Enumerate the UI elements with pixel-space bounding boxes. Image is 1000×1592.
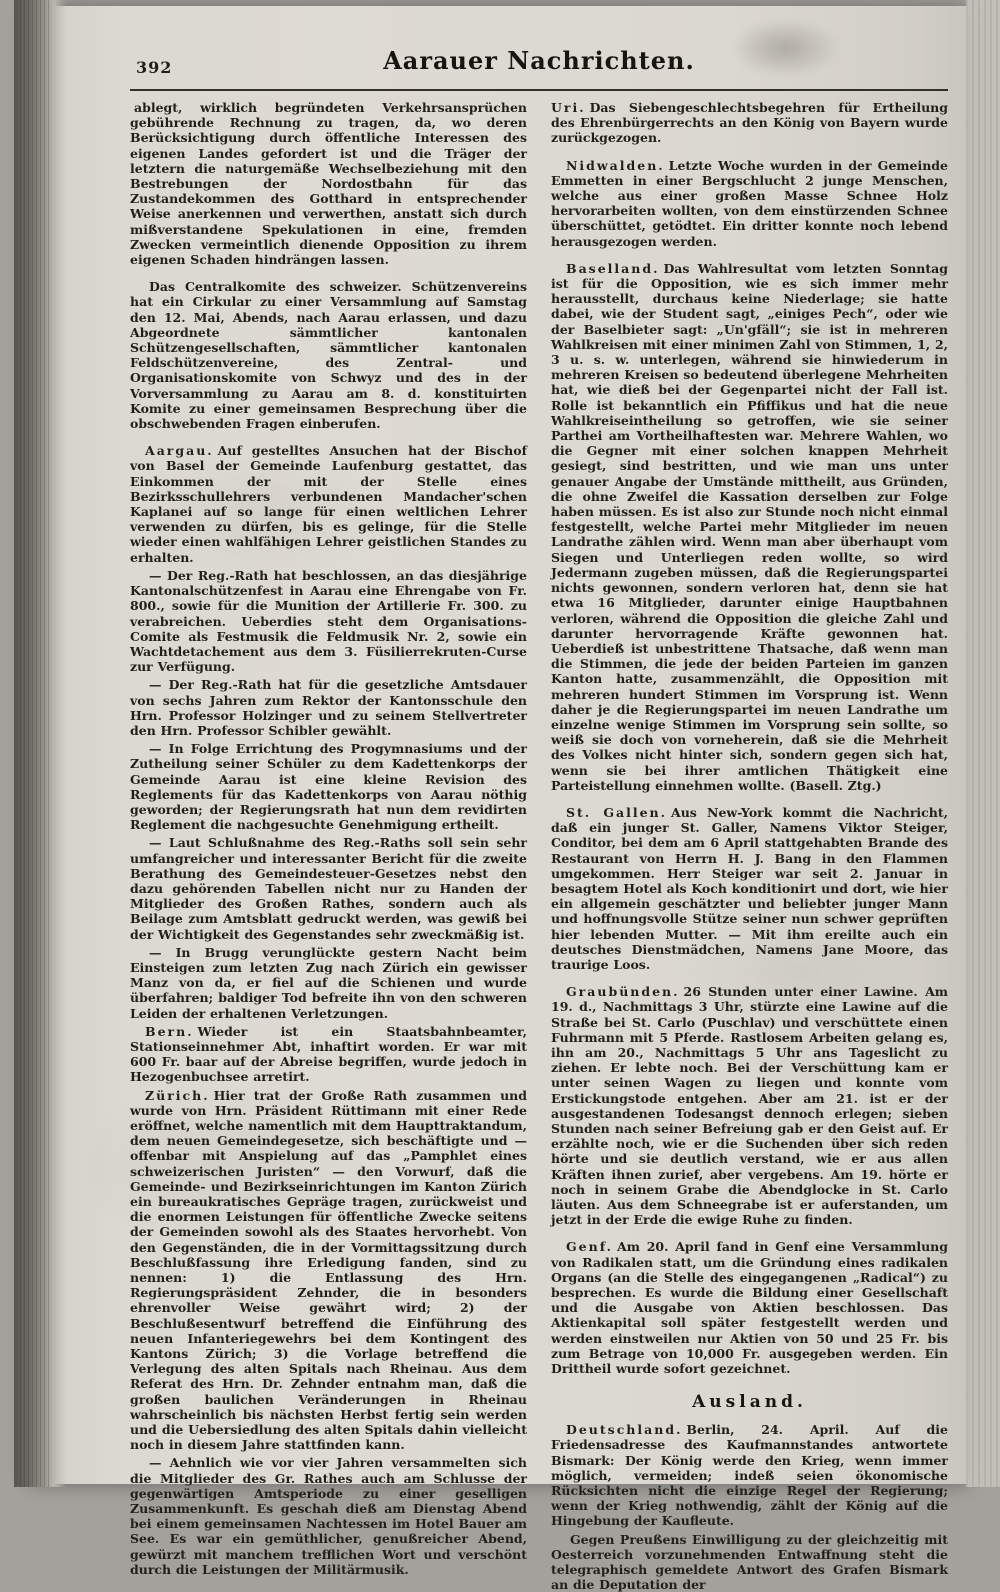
article-text: Wieder ist ein Staatsbahnbeamter, Stationseinnehmer Abt, inhaftirt worden. Er war mit 600 Fr. baar auf der Abreise begriffen, wurde jedoch in Hezogenbuchsee arretirt. <box>130 1023 527 1085</box>
page-number: 392 <box>136 58 173 77</box>
right-column <box>551 100 948 1592</box>
article-paragraph <box>130 945 527 1021</box>
left-column <box>130 100 527 1592</box>
article-text: ablegt, wirklich begründeten Verkehrsansprüchen gebührende Rechnung zu tragen, da, wo deren Berücksichtigung durch öffentliche Interessen des eigenen Landes gefordert ist und die Träger der letztern die naturgemäße Wechselbeziehung mit den Bestrebungen der Nordostbahn für das Zustandekommen des Gotthard in entsprechender Weise anerkennen und verwerthen, anstatt sich durch mißverstandene Spekulationen in eine, fremden Zwecken vermeintlich dienende Opposition zu ihrem eigenen Schaden hindrängen lassen. <box>130 100 527 268</box>
article-paragraph <box>130 568 527 674</box>
article-text: — Laut Schlußnahme des Reg.-Raths soll sein sehr umfangreicher und interessanter Bericht für die zweite Berathung des Gemeindesteuer-Gesetzes nebst den dazu gehörenden Tabellen nicht nur zu Handen der Mitglieder des Großen Rathes, sondern auch als Beilage zum Amtsblatt gedruckt werden, was gewiß bei der Wichtigkeit des Gegenstandes sehr zweckmäßig ist. <box>130 835 527 942</box>
article-paragraph <box>130 835 527 941</box>
article-paragraph <box>130 677 527 738</box>
article-text: Das Centralkomite des schweizer. Schützenvereins hat ein Cirkular zu einer Versammlung auf Samstag den 12. Mai, Abends, nach Aarau erlassen, und dazu Abgeordnete sämmtlicher kantonalen Schützengesellschaften, sämmtlicher kantonalen Feldschützenvereine, des Zentral- und Organisationskomite von Schwyz und des in der Vorversammlung zu Aarau am 8. d. konstituirten Komite zu einer gemeinsamen Besprechung über die obschwebenden Fragen einberufen. <box>130 279 527 432</box>
article-text: Gegen Preußens Einwilligung zu der gleichzeitig mit Oesterreich vorzunehmenden Entwaffnung steht die telegraphisch gemeldete Antwort des Grafen Bismark an die Deputation der <box>551 1531 948 1592</box>
article-text: Letzte Woche wurden in der Gemeinde Emmetten in einer Bergschlucht 2 junge Menschen, welche aus einer großen Masse Schnee Holz hervorarbeiten wollten, von dem einstürzenden Schnee überschüttet, getödtet. Ein dritter konnte noch lebend herausgezogen werden. <box>551 157 948 249</box>
book-binding-streaks <box>20 0 50 1487</box>
newspaper-page <box>30 6 968 1592</box>
article-text: Auf gestelltes Ansuchen hat der Bischof von Basel der Gemeinde Laufenburg gestattet, das Einkommen der mit der Stelle eines Bezirksschullehrers verbundenen Mandacher'schen Kaplanei auf so lange für einen weltlichen Lehrer verwenden zu dürfen, bis es gelinge, für die Stelle wieder einen wahlfähigen Lehrer geistlichen Standes zu erhalten. <box>130 443 527 565</box>
article-paragraph <box>130 1088 527 1453</box>
article-lead: Baselland. <box>566 260 660 276</box>
article-paragraph <box>551 261 948 793</box>
article-paragraph <box>551 158 948 249</box>
article-paragraph <box>130 100 527 267</box>
header-rule <box>130 89 948 91</box>
article-text: Hier trat der Große Rath zusammen und wurde von Hrn. Präsident Rüttimann mit einer Rede eröffnet, welche namentlich mit dem Haupttraktandum, dem neuen Gemeindegesetze, sich beschäftigte und — offenbar mit Anspielung auf das „Pamphlet eines schweizerischen Juristen“ — den Vorwurf, daß die Gemeinde- und Bezirkseinrichtungen im Kanton Zürich ein bureaukratisches Gepräge tragen, zurückweist und die enormen Leistungen für öffentliche Zwecke seitens der Gemeinden sowohl als des Staates hervorhebt. Von den Gegenständen, die in der Vormittagssitzung durch Beschlußfassung ihre Erledigung fanden, sind zu nennen: 1) die Entlassung des Hrn. Regierungspräsident Zehnder, die in besonders ehrenvoller Weise gewährt wird; 2) der Beschlußesentwurf betreffend die Einführung des neuen Infanteriegewehrs bei dem Kontingent des Kantons Zürich; 3) die Vorlage betreffend die Verlegung des alten Spitals nach Rheinau. Aus dem Referat des Hrn. Dr. Zehnder entnahm man, daß die großen baulichen Veränderungen in Rheinau wahrscheinlich bis nächsten Herbst fertig sein werden und die Uebersiedlung des alten Spitals dahin vielleicht noch in diesem Jahre stattfinden kann. <box>130 1087 527 1453</box>
article-paragraph <box>130 279 527 431</box>
article-lead: Aargau. <box>145 443 214 459</box>
article-lead: Uri. <box>551 100 586 115</box>
article-paragraph <box>130 443 527 565</box>
article-lead: Zürich. <box>145 1087 210 1103</box>
article-paragraph <box>551 805 948 972</box>
page-stack-edge <box>966 0 1000 1487</box>
article-text: — In Folge Errichtung des Progymnasiums und der Zutheilung seiner Schüler zu dem Kadettenkorps der Gemeinde Aarau ist eine kleine Revision des Reglements für das Kadettenkorps von Aarau nöthig geworden; der Regierungsrath hat nun dem revidirten Reglement die nachgesuchte Genehmigung ertheilt. <box>130 741 527 833</box>
article-text: Am 20. April fand in Genf eine Versammlung von Radikalen statt, um die Gründung eines radikalen Organs (an die Stelle des eingegangenen „Radical“) zu besprechen. Es wurde die Bildung einer Gesellschaft und die Ausgabe von Aktien beschlossen. Das Aktienkapital soll später festgestellt werden und werden einstweilen nur Aktien von 50 und 25 Fr. bis zum Betrage von 10,000 Fr. ausgegeben werden. Ein Drittheil wurde sofort gezeichnet. <box>551 1239 948 1377</box>
article-paragraph <box>130 741 527 832</box>
article-paragraph <box>551 1239 948 1376</box>
article-lead: Genf. <box>566 1239 613 1255</box>
masthead-title: Aarauer Nachrichten. <box>383 46 695 75</box>
article-text: 26 Stunden unter einer Lawine. Am 19. d., Nachmittags 3 Uhr, stürzte eine Lawine auf die Straße bei St. Carlo (Puschlav) und verschüttete einen Fuhrmann mit 5 Pferde. Rastlosem Arbeiten gelang es, ihn am 20., Nachmittags 5 Uhr ans Tageslicht zu ziehen. Er lebte noch. Bei der Verschüttung kam er unter seinen Wagen zu liegen und konnte vom Erstickungstode entgehen. Aber am 21. ist er der ausgestandenen Todesangst dennoch erlegen; sieben Stunden nach seiner Befreiung gab er den Geist auf. Er erzählte noch, wie er die Suchenden über sich reden hörte und sie deutlich verstand, wie er aus allen Kräften ihnen zurief, aber vergebens. Am 19. hörte er noch in seinem Grabe die Abendglocke in St. Carlo läuten. Aus dem Schneegrabe ist er auferstanden, um jetzt in der Erde die ewige Ruhe zu finden. <box>551 984 948 1228</box>
article-lead: Deutschland. <box>566 1422 683 1438</box>
section-header-ausland: Ausland. <box>692 1392 807 1413</box>
article-text: Das Siebengeschlechtsbegehren für Ertheilung des Ehrenbürgerrechts an den König von Bayern wurde zurückgezogen. <box>551 100 948 146</box>
article-text: — Der Reg.-Rath hat für die gesetzliche Amtsdauer von sechs Jahren zum Rektor der Kantonsschule den Hrn. Professor Holzinger und zu seinem Stellvertreter den Hrn. Professor Schibler gewählt. <box>130 677 527 738</box>
article-text: — In Brugg verunglückte gestern Nacht beim Einsteigen zum letzten Zug nach Zürich ein gewisser Manz von da, er fiel auf die Schienen und wurde überfahren; baldiger Tod befreite ihn von den schweren Leiden der erhaltenen Verletzungen. <box>130 944 527 1021</box>
article-lead: St. Gallen. <box>566 804 668 820</box>
page-header <box>130 46 948 84</box>
columns <box>130 100 948 1592</box>
article-text: Das Wahlresultat vom letzten Sonntag ist für die Opposition, wie es sich immer mehr herausstellt, durchaus keine Niederlage; sie hatte dabei, wie der Student sagt, „einiges Pech“, oder wie der Baselbieter sagt: „Un'gfäll“; sie ist in mehreren Wahlkreisen mit einer minimen Zahl von Stimmen, 1, 2, 3 u. s. w. unterlegen, während sie hinwiederum in mehreren Kreisen so bedeutend überlegene Mehrheiten hat, wie dieß bei der Gegenpartei nicht der Fall ist. Rolle ist bekanntlich ein Pfiffikus und hat die neue Wahlkreiseintheilung so getroffen, wie sie seiner Parthei am Vortheilhaftesten war. Mehrere Wahlen, wo die Gegner mit einer solchen knappen Mehrheit gesiegt, sind bestritten, und wie man uns unter genauer Angabe der Umstände mittheilt, aus Gründen, die ohne Zweifel die Kassation derselben zur Folge haben müssen. Es ist also zur Stunde noch nicht einmal festgestellt, welche Partei mehr Mitglieder im neuen Landrathe zählen wird. Wenn man aber überhaupt vom Siegen und Unterliegen reden wollte, so wird Jedermann zugeben müssen, daß die Regierungspartei nichts gewonnen, sondern verloren hat, denn sie hat etwa 16 Mitglieder, darunter einige Hauptbahnen verloren, während die Opposition die gleiche Zahl und darunter hervorragende Kräfte gewonnen hat. Ueberdieß ist unbestrittene Thatsache, daß wenn man die Stimmen, die jede der beiden Parteien im ganzen Kanton hatte, zusammenzählt, die Opposition mit mehreren hundert Stimmen im Vorsprung ist. Wenn daher je die Regierungspartei im neuen Landrathe um einzelne wenige Stimmen im Vorsprung sein sollte, so weiß sie doch von vorneherein, daß sie die Mehrheit des Volkes nicht hinter sich, sondern gegen sich hat, wenn sie bei ihrer amtlichen Thätigkeit eine Parteistellung einnehmen wollte. (Basell. Ztg.) <box>551 260 948 793</box>
article-paragraph <box>551 1532 948 1592</box>
article-text: — Der Reg.-Rath hat beschlossen, an das diesjährige Kantonalschützenfest in Aarau eine Ehrengabe von Fr. 800., sowie für die Munition der Artillerie Fr. 300. zu verabreichen. Ueberdies steht dem Organisations-Comite als Festmusik die Feldmusik Nr. 2, sowie ein Wachtdetachement aus dem 3. Füsilierrekruten-Curse zur Verfügung. <box>130 567 527 675</box>
article-paragraph <box>551 984 948 1227</box>
article-paragraph <box>551 1422 948 1528</box>
article-text: Aus New-York kommt die Nachricht, daß ein junger St. Galler, Namens Viktor Steiger, Conditor, bei dem am 6 April stattgehabten Brande des Restaurant von Herrn H. J. Bang in den Flammen umgekommen. Herr Steiger war seit 2. Januar in besagtem Hotel als Koch konditionirt und dort, wie hier ein allgemein geschätzter und beliebter junger Mann und hoffnungsvolle Stütze seiner nun schwer geprüften hier lebenden Mutter. — Mit ihm ereilte auch ein deutsches Dienstmädchen, Namens Jane Moore, das traurige Loos. <box>551 804 948 972</box>
article-lead: Nidwalden. <box>566 157 665 173</box>
article-text: — Aehnlich wie vor vier Jahren versammelten sich die Mitglieder des Gr. Rathes auch am Schlusse der gegenwärtigen Amtsperiode zu einer geselligen Zusammenkunft. Es geschah dieß am Dienstag Abend bei einem gemeinsamen Nachtessen im Hotel Bauer am See. Es war ein gemüthlicher, genußreicher Abend, gewürzt mit manchem trefflichen Wort und verschönt durch die Leistungen der Militärmusik. <box>130 1455 527 1577</box>
article-text: Berlin, 24. April. Auf die Friedensadresse des Kaufmannstandes antwortete Bismark: Der König werde den Krieg, wenn immer möglich, vermeiden; indeß seien ökonomische Rücksichten nicht die einzige Regel der Regierung; wenn der Krieg nothwendig, zählt der König auf die Hingebung der Kaufleute. <box>551 1422 948 1529</box>
article-paragraph <box>130 1455 527 1577</box>
page-content <box>130 46 948 1592</box>
article-paragraph <box>551 100 948 146</box>
article-lead: Bern. <box>145 1023 194 1039</box>
article-paragraph <box>130 1024 527 1085</box>
article-lead: Graubünden. <box>566 984 680 1000</box>
